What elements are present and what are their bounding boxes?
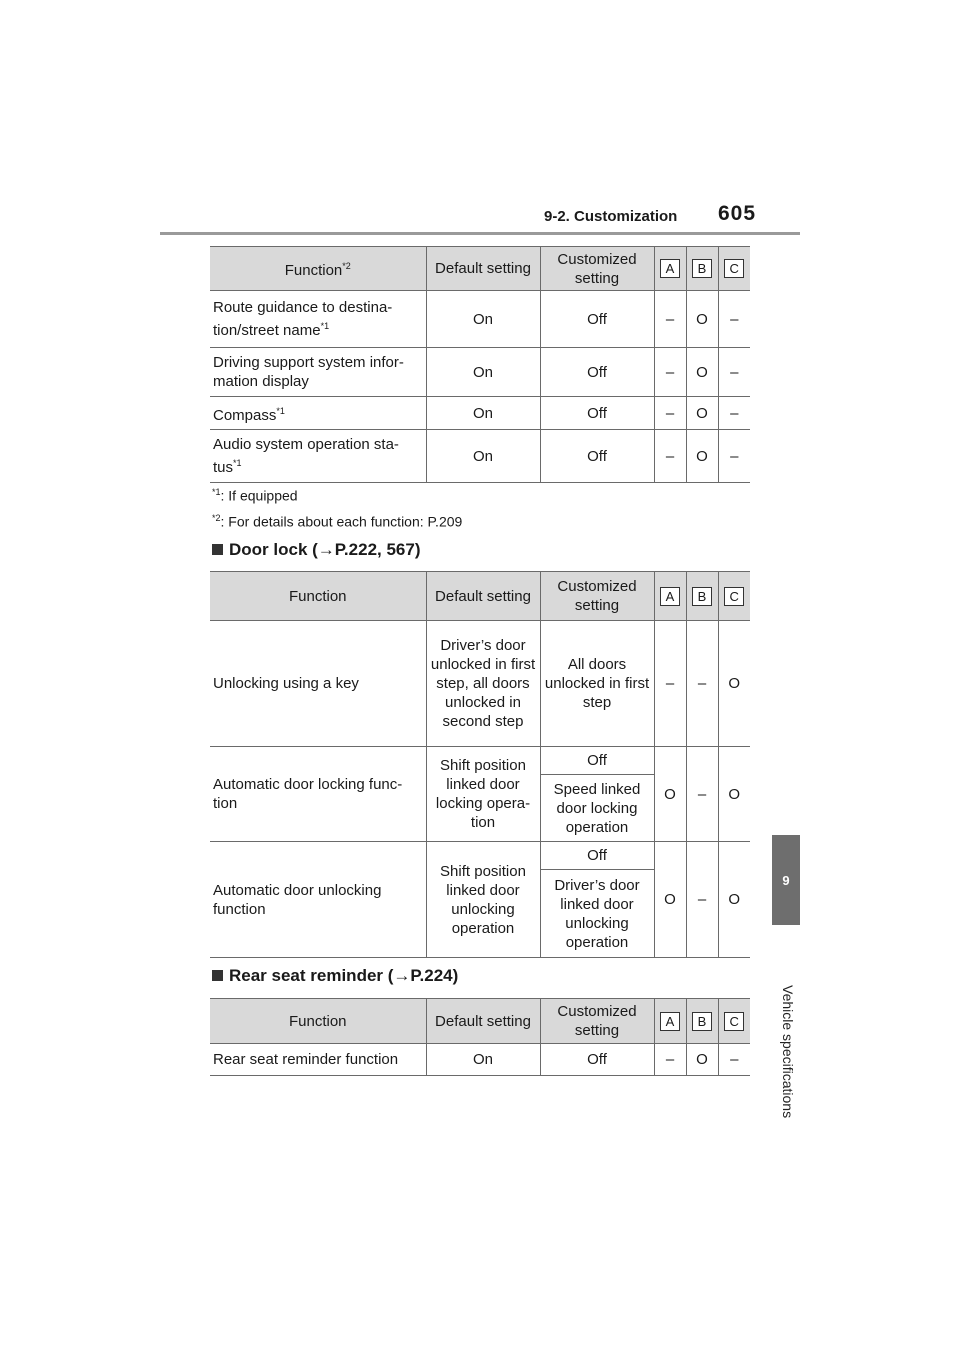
table-row: Rear seat reminder function On Off – O – xyxy=(210,1044,750,1076)
table-row: Driver’s door linked door unlocking operation xyxy=(210,870,750,958)
col-custom: Customized setting xyxy=(540,999,654,1044)
table-row: Compass$^{*1}$ On Off – O – xyxy=(210,397,750,430)
section-title: 9-2. Customization xyxy=(544,208,678,225)
table-row: Unlocking using a key Driver’s door unlocked in first step, all doors unlocked in second step All doors unlocked in first step – – O xyxy=(210,621,750,747)
chapter-label: Vehicle specifications xyxy=(780,985,796,1119)
col-custom: Customized setting xyxy=(540,247,654,291)
col-default: Default setting xyxy=(426,999,540,1044)
col-b: B xyxy=(686,999,718,1044)
col-default: Default setting xyxy=(426,572,540,621)
col-function: Function$^{*2}$ xyxy=(210,247,426,291)
col-a: A xyxy=(654,247,686,291)
col-default: Default setting xyxy=(426,247,540,291)
square-bullet-icon xyxy=(212,970,223,981)
col-function: Function xyxy=(210,999,426,1044)
table-header-row xyxy=(210,572,750,621)
header-rule xyxy=(160,232,800,235)
col-c: C xyxy=(718,247,750,291)
col-c: C xyxy=(718,572,750,621)
col-function: Function xyxy=(210,572,426,621)
table-row: Automatic door unlocking function Shift position linked door unlocking operation Off O – O xyxy=(210,842,750,870)
table-row: Audio system operation sta-tus$^{*1}$ On Off – O – xyxy=(210,430,750,483)
table-header-row xyxy=(210,247,750,291)
footnote-2: $^{*2}$: For details about each function: P.209 xyxy=(212,513,463,530)
square-bullet-icon xyxy=(212,544,223,555)
page-number: 605 xyxy=(718,202,757,225)
table-row: Automatic door locking func-tion Shift position linked door locking opera-tion Off O – O xyxy=(210,747,750,775)
door-lock-heading: Door lock (→P.222, 567) xyxy=(212,540,421,560)
col-custom: Customized setting xyxy=(540,572,654,621)
table-row: Speed linked door locking operation xyxy=(210,775,750,842)
door-lock-table xyxy=(210,571,750,958)
rear-seat-table xyxy=(210,998,750,1076)
chapter-tab: 9 xyxy=(772,835,800,925)
footnote-1: $^{*1}$: If equipped xyxy=(212,487,298,504)
col-b: B xyxy=(686,572,718,621)
table-row: Route guidance to destina-tion/street name$^{*1}$ On Off – O – xyxy=(210,291,750,348)
table-header-row xyxy=(210,999,750,1044)
col-b: B xyxy=(686,247,718,291)
display-settings-table xyxy=(210,246,750,483)
rear-seat-heading: Rear seat reminder (→P.224) xyxy=(212,966,458,986)
col-a: A xyxy=(654,999,686,1044)
table-row: Driving support system infor-mation display On Off – O – xyxy=(210,348,750,397)
col-c: C xyxy=(718,999,750,1044)
col-a: A xyxy=(654,572,686,621)
